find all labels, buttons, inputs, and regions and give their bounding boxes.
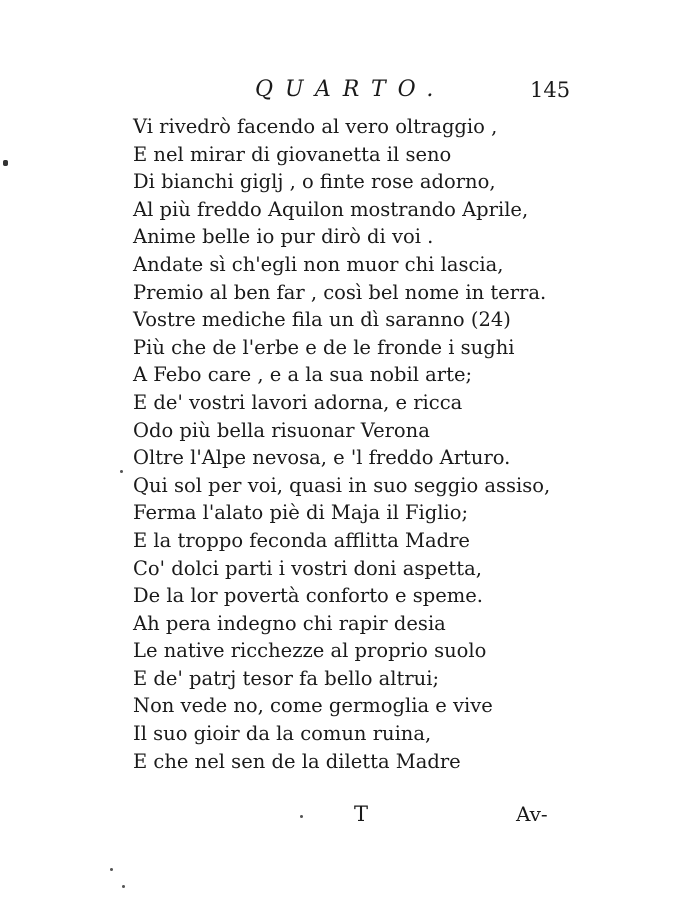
verse-line: Premio al ben far , così bel nome in terra.	[133, 280, 547, 304]
catchword: Av-	[516, 802, 548, 826]
verse-line: Co' dolci parti i vostri doni aspetta,	[133, 556, 482, 580]
verse-line: E la troppo feconda afflitta Madre	[133, 528, 470, 552]
verse-line: Andate sì ch'egli non muor chi lascia,	[133, 252, 504, 276]
paper-speck	[120, 470, 123, 473]
signature-mark: T	[354, 802, 369, 826]
verse-line: Ah pera indegno chi rapir desia	[133, 611, 446, 635]
verse-line: Più che de l'erbe e de le fronde i sughi	[133, 335, 515, 359]
verse-line: Odo più bella risuonar Verona	[133, 418, 430, 442]
paper-speck	[110, 868, 113, 871]
verse-line: Vostre mediche fila un dì saranno (24)	[133, 308, 511, 332]
verse-line: E de' vostri lavori adorna, e ricca	[133, 390, 463, 414]
verse-block	[133, 113, 603, 775]
verse-line: Oltre l'Alpe nevosa, e 'l freddo Arturo.	[133, 446, 511, 470]
verse-line: Ferma l'alato piè di Maja il Figlio;	[133, 501, 469, 525]
verse-line: E de' patrj tesor fa bello altrui;	[133, 666, 440, 690]
verse-line: E nel mirar di giovanetta il seno	[133, 142, 452, 166]
verse-line: Le native ricchezze al proprio suolo	[133, 639, 487, 663]
verse-line: E che nel sen de la diletta Madre	[133, 749, 461, 773]
verse-line: Non vede no, come germoglia e vive	[133, 694, 493, 718]
paper-speck	[122, 885, 125, 888]
paper-speck	[300, 815, 303, 818]
verse-line: Qui sol per voi, quasi in suo seggio assiso,	[133, 473, 551, 497]
verse-line: Vi rivedrò facendo al vero oltraggio ,	[133, 115, 498, 138]
running-title: QUARTO.	[255, 77, 446, 102]
verse-line: A Febo care , e a la sua nobil arte;	[133, 363, 473, 387]
margin-blot	[3, 160, 8, 166]
verse-line: Il suo gioir da la comun ruina,	[133, 722, 432, 746]
verse-line: De la lor povertà conforto e speme.	[133, 584, 483, 608]
verse-line: Al più freddo Aquilon mostrando Aprile,	[133, 197, 529, 221]
verse-line: Di bianchi giglj , o finte rose adorno,	[133, 170, 496, 194]
page-number: 145	[530, 78, 571, 102]
verse-line: Anime belle io pur dirò di voi .	[133, 225, 434, 249]
